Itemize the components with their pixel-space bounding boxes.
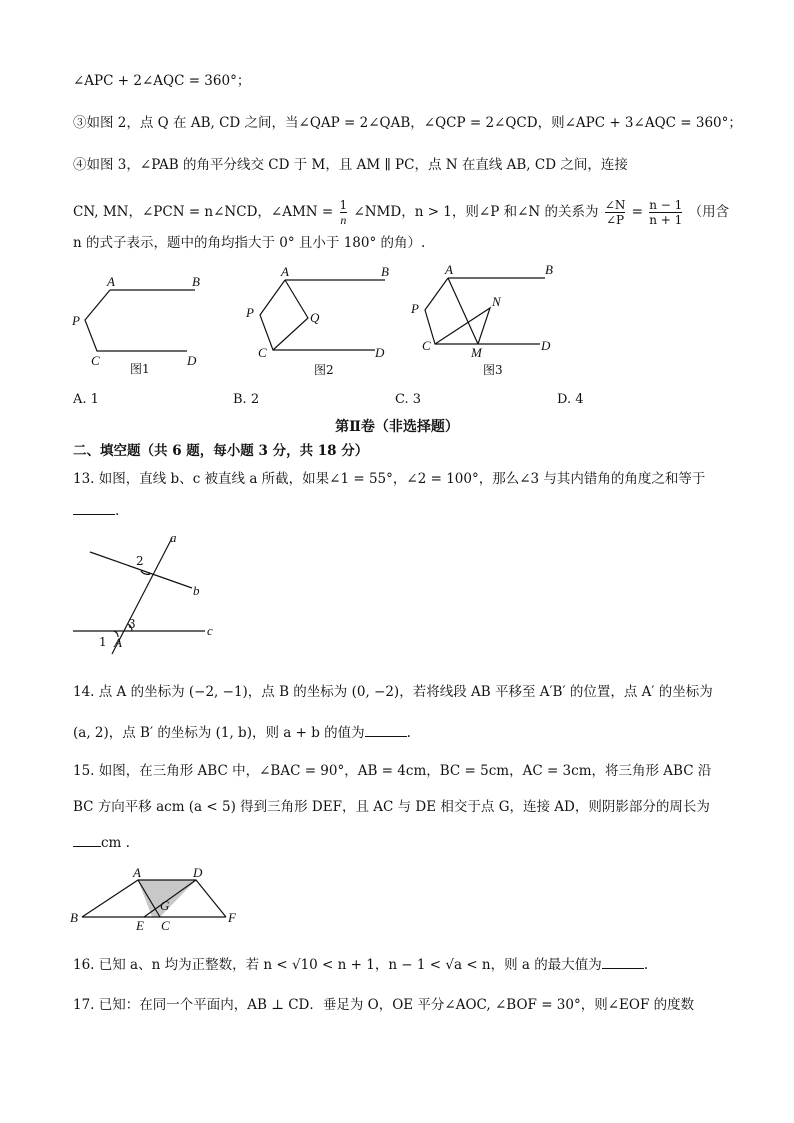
fig2-label-a: A [281,264,289,279]
option-b: B. 2 [233,392,260,407]
fig3-label-m: M [471,345,482,360]
text-line-4b: ∠NMD，n > 1，则∠P 和∠N 的关系为 [353,204,599,220]
q13-end: . [115,503,120,519]
part2-heading: 二、填空题（共 6 题，每小题 3 分，共 18 分） [73,443,369,459]
q13-figure [70,530,230,655]
fraction-1-numerator: 1 [339,198,348,212]
option-a: A. 1 [73,392,99,407]
q16-end: . [643,957,649,973]
q16-text: 16. 已知 a、n 均为正整数，若 n < √10 < n + 1，n − 1 < √a < n，则 a 的最大值为 [73,957,602,973]
fig1-caption: 图1 [130,362,150,376]
q13-label-1: 1 [99,635,107,649]
fraction-1-denominator: n [340,213,347,227]
q15-line-3-text: cm . [101,835,130,851]
q15-blank [73,834,101,847]
section-title: 第Ⅱ卷（非选择题） [335,419,459,435]
fig2-label-d: D [375,345,385,360]
fraction-2-numerator: ∠N [604,198,626,212]
fig2-label-c: C [258,345,267,360]
fig1-label-c: C [91,353,100,368]
q13-label-b: b [193,583,200,598]
q16-line [73,956,648,974]
q14-line-2 [73,724,411,742]
figure-2 [240,260,400,380]
text-line-2: ③如图 2，点 Q 在 AB, CD 之间，当∠QAP = 2∠QAB，∠QCP = 2∠QCD，则∠APC + 3∠AQC = 360°； [73,115,742,131]
q15-label-c: C [161,918,170,933]
q15-figure [68,862,248,934]
q15-label-d: D [193,865,203,880]
fig3-path-apcd [425,278,540,344]
q13-text: 13. 如图，直线 b、c 被直线 a 所截，如果∠1 = 55°，∠2 = 100°，那么∠3 与其内错角的角度之和等于 [73,471,706,487]
q15-line-3 [73,834,130,852]
fig2-label-b: B [381,264,389,279]
q16-blank [602,956,644,969]
q13-answer-line [73,502,119,520]
q14-line-2-text: (a, 2)，点 B′ 的坐标为 (1, b)，则 a + b 的值为 [73,725,365,741]
fig1-path-apcd [85,290,187,351]
fig3-label-b: B [545,262,553,277]
q15-line-2: BC 方向平移 acm (a < 5) 得到三角形 DEF，且 AC 与 DE 相交于点 G，连接 AD，则阴影部分的周长为 [73,799,710,815]
q13-label-a: a [170,530,177,545]
q13-label-2: 2 [136,554,144,568]
option-d: D. 4 [557,392,584,407]
fraction-n-ratio [649,198,682,227]
fig1-label-a: A [107,274,115,289]
fig3-caption: 图3 [483,363,503,377]
text-line-1: ∠APC + 2∠AQC = 360°； [73,73,251,89]
figure-1 [65,268,215,380]
q15-label-e: E [136,918,144,933]
fig3-path-cnm [435,308,490,344]
q15-label-f: F [228,910,236,925]
q15-label-a: A [133,865,141,880]
option-c: C. 3 [395,392,422,407]
text-line-5: n 的式子表示，题中的角均指大于 0° 且小于 180° 的角）. [73,235,426,251]
q15-label-b: B [70,910,78,925]
fig3-label-p: P [411,301,419,316]
text-line-4 [73,198,729,227]
q13-label-3: 3 [128,617,136,631]
fig1-label-p: P [72,313,80,328]
fraction-2-denominator: ∠P [606,213,625,227]
q14-line-1: 14. 点 A 的坐标为 (−2, −1)，点 B 的坐标为 (0, −2)，若将线段 AB 平移至 A′B′ 的位置，点 A′ 的坐标为 [73,684,713,700]
fig3-label-d: D [541,338,551,353]
fig3-label-c: C [422,338,431,353]
fig2-label-q: Q [310,310,320,325]
fig1-label-d: D [187,353,197,368]
q17-text: 17. 已知：在同一个平面内，AB ⊥ CD．垂足为 O，OE 平分∠AOC, ∠BOF = 30°，则∠EOF 的度数 [73,997,695,1013]
q13-blank [73,502,115,515]
text-line-3: ④如图 3，∠PAB 的角平分线交 CD 于 M，且 AM ∥ PC，点 N 在直线 AB, CD 之间，连接 [73,157,628,173]
fraction-3-denominator: n + 1 [649,213,683,227]
text-line-4a: CN, MN，∠PCN = n∠NCD，∠AMN = [73,204,334,220]
fig2-caption: 图2 [314,363,334,377]
fig1-label-b: B [192,274,200,289]
fig3-line-am [448,278,478,344]
q14-end: . [406,725,411,741]
fraction-n-over-p [605,198,626,227]
fraction-3-numerator: n − 1 [649,198,683,212]
fig3-label-n: N [492,294,501,309]
fig3-label-a: A [445,262,453,277]
q14-blank [365,724,407,737]
q15-label-g: G [160,898,170,913]
fig2-label-p: P [246,305,254,320]
fig2-path-aqc [273,280,308,350]
figure-3 [405,260,565,380]
fraction-1-over-n [340,198,348,227]
q15-line-1: 15. 如图，在三角形 ABC 中，∠BAC = 90°，AB = 4cm，BC = 5cm，AC = 3cm，将三角形 ABC 沿 [73,763,712,779]
q13-label-c: c [207,623,213,638]
text-line-4c: （用含 [688,204,730,220]
q13-label-point-a: A [114,635,122,650]
equals-sign: = [631,204,643,220]
